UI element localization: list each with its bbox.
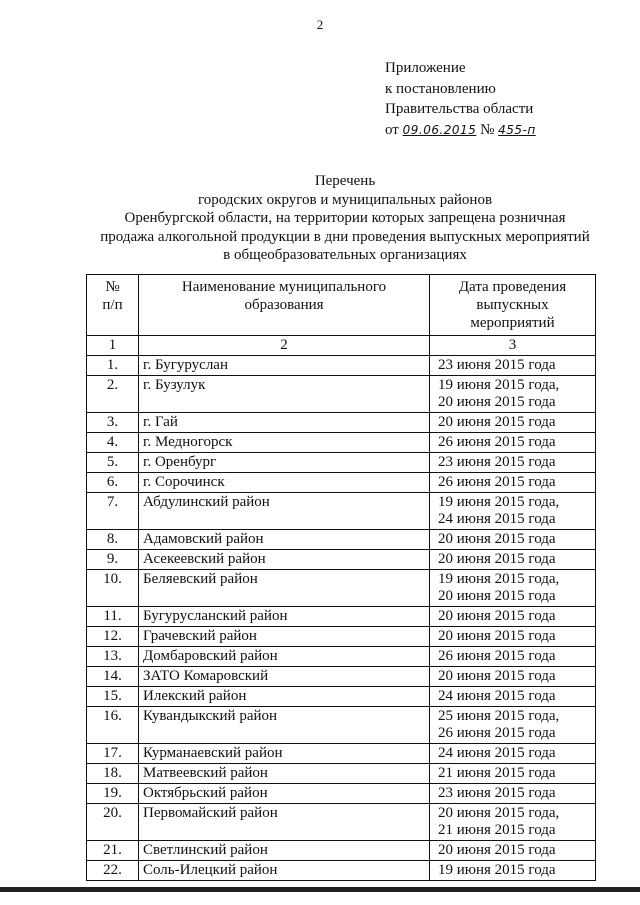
header-name-line-2: образования — [244, 297, 324, 313]
table-row — [87, 804, 596, 841]
municipality-name: Абдулинский район — [139, 493, 430, 530]
event-date: 20 июня 2015 года — [438, 668, 556, 684]
row-number: 18. — [87, 764, 139, 784]
event-dates — [430, 530, 596, 550]
row-number: 2. — [87, 376, 139, 413]
table-row — [87, 493, 596, 530]
municipality-name: Соль-Илецкий район — [139, 861, 430, 881]
event-dates — [430, 861, 596, 881]
row-number: 4. — [87, 433, 139, 453]
appendix-line-3: Правительства области — [385, 101, 534, 117]
table-row — [87, 570, 596, 607]
row-number: 21. — [87, 841, 139, 861]
table-row — [87, 607, 596, 627]
number-label: № — [480, 121, 495, 138]
municipality-name: г. Оренбург — [139, 453, 430, 473]
row-number: 13. — [87, 647, 139, 667]
page-number: 2 — [316, 17, 324, 32]
title-line-4: продажа алкогольной продукции в дни проведения выпускных мероприятий — [100, 228, 590, 245]
event-date: 26 июня 2015 года — [438, 725, 556, 741]
from-label: от — [385, 121, 399, 138]
event-date: 20 июня 2015 года — [438, 551, 556, 567]
event-dates — [430, 356, 596, 376]
event-dates — [430, 607, 596, 627]
municipality-name: Курманаевский район — [139, 744, 430, 764]
event-date: 20 июня 2015 года — [438, 608, 556, 624]
title-line-5: в общеобразовательных организациях — [223, 247, 467, 263]
table-row — [87, 744, 596, 764]
municipality-name: Октябрьский район — [139, 784, 430, 804]
municipality-name: г. Гай — [139, 413, 430, 433]
row-number: 3. — [87, 413, 139, 433]
event-dates — [430, 764, 596, 784]
header-date-line-1: Дата проведения — [458, 279, 567, 295]
row-number: 12. — [87, 627, 139, 647]
header-number — [87, 275, 139, 336]
event-date: 25 июня 2015 года, — [438, 708, 560, 724]
event-dates — [430, 841, 596, 861]
event-dates — [430, 744, 596, 764]
event-dates — [430, 627, 596, 647]
districts-table — [86, 274, 596, 881]
event-date: 24 июня 2015 года — [438, 745, 556, 761]
event-dates — [430, 473, 596, 493]
municipality-name: ЗАТО Комаровский — [139, 667, 430, 687]
document-title — [70, 172, 620, 265]
municipality-name: Первомайский район — [139, 804, 430, 841]
municipality-name: Асекеевский район — [139, 550, 430, 570]
event-dates — [430, 493, 596, 530]
event-dates — [430, 550, 596, 570]
table-row — [87, 376, 596, 413]
event-dates — [430, 804, 596, 841]
table-row — [87, 473, 596, 493]
header-date — [430, 275, 596, 336]
column-index: 3 — [430, 336, 596, 356]
event-date: 24 июня 2015 года — [438, 688, 556, 704]
event-date: 20 июня 2015 года — [438, 628, 556, 644]
event-date: 20 июня 2015 года — [438, 394, 556, 410]
event-dates — [430, 413, 596, 433]
row-number: 14. — [87, 667, 139, 687]
event-date: 24 июня 2015 года — [438, 511, 556, 527]
row-number: 8. — [87, 530, 139, 550]
event-dates — [430, 687, 596, 707]
row-number: 10. — [87, 570, 139, 607]
header-date-line-3: мероприятий — [470, 315, 555, 331]
municipality-name: Домбаровский район — [139, 647, 430, 667]
row-number: 22. — [87, 861, 139, 881]
event-dates — [430, 667, 596, 687]
table-row — [87, 530, 596, 550]
table-row — [87, 550, 596, 570]
municipality-name: Грачевский район — [139, 627, 430, 647]
header-name — [139, 275, 430, 336]
municipality-name: Илекский район — [139, 687, 430, 707]
municipality-name: Матвеевский район — [139, 764, 430, 784]
municipality-name: г. Бузулук — [139, 376, 430, 413]
municipality-name: Кувандыкский район — [139, 707, 430, 744]
title-line-3: Оренбургской области, на территории которых запрещена розничная — [124, 210, 566, 226]
table-row — [87, 356, 596, 376]
event-date: 21 июня 2015 года — [438, 765, 556, 781]
event-date: 21 июня 2015 года — [438, 822, 556, 838]
title-line-1: Перечень — [314, 173, 376, 189]
event-date: 26 июня 2015 года — [438, 648, 556, 664]
event-date: 19 июня 2015 года, — [438, 377, 560, 393]
header-date-line-2: выпускных — [476, 297, 549, 313]
appendix-block — [385, 58, 536, 140]
header-name-line-1: Наименование муниципального — [181, 279, 387, 295]
appendix-line-2: к постановлению — [385, 80, 496, 97]
event-date: 19 июня 2015 года, — [438, 571, 560, 587]
column-index: 2 — [139, 336, 430, 356]
municipality-name: Беляевский район — [139, 570, 430, 607]
municipality-name: Светлинский район — [139, 841, 430, 861]
event-date: 20 июня 2015 года, — [438, 805, 560, 821]
event-dates — [430, 570, 596, 607]
row-number: 5. — [87, 453, 139, 473]
event-dates — [430, 433, 596, 453]
event-dates — [430, 707, 596, 744]
title-line-2: городских округов и муниципальных районов — [197, 191, 493, 208]
event-date: 26 июня 2015 года — [438, 474, 556, 490]
event-dates — [430, 453, 596, 473]
event-dates — [430, 784, 596, 804]
row-number: 16. — [87, 707, 139, 744]
event-date: 19 июня 2015 года, — [438, 494, 560, 510]
municipality-name: г. Медногорск — [139, 433, 430, 453]
table-row — [87, 667, 596, 687]
header-number-line-1: № — [105, 279, 120, 295]
row-number: 11. — [87, 607, 139, 627]
event-date: 20 июня 2015 года — [438, 531, 556, 547]
event-date: 19 июня 2015 года — [438, 862, 556, 878]
row-number: 17. — [87, 744, 139, 764]
table-row — [87, 841, 596, 861]
column-index-row — [87, 336, 596, 356]
municipality-name: г. Сорочинск — [139, 473, 430, 493]
event-dates — [430, 647, 596, 667]
table-row — [87, 687, 596, 707]
row-number: 19. — [87, 784, 139, 804]
table-row — [87, 433, 596, 453]
event-date: 20 июня 2015 года — [438, 414, 556, 430]
table-row — [87, 707, 596, 744]
event-date: 26 июня 2015 года — [438, 434, 556, 450]
municipality-name: г. Бугуруслан — [139, 356, 430, 376]
row-number: 1. — [87, 356, 139, 376]
appendix-line-1: Приложение — [385, 60, 466, 76]
event-date: 23 июня 2015 года — [438, 454, 556, 470]
row-number: 15. — [87, 687, 139, 707]
handwritten-number: 455-п — [498, 122, 536, 137]
row-number: 7. — [87, 493, 139, 530]
event-dates — [430, 376, 596, 413]
column-index: 1 — [87, 336, 139, 356]
appendix-date-line — [385, 120, 536, 141]
municipality-name: Адамовский район — [139, 530, 430, 550]
municipality-name: Бугурусланский район — [139, 607, 430, 627]
row-number: 20. — [87, 804, 139, 841]
table-row — [87, 413, 596, 433]
scan-edge-line — [0, 887, 640, 892]
table-row — [87, 764, 596, 784]
table-header-row — [87, 275, 596, 336]
handwritten-date: 09.06.2015 — [402, 122, 477, 137]
table-row — [87, 453, 596, 473]
row-number: 6. — [87, 473, 139, 493]
table-row — [87, 627, 596, 647]
event-date: 23 июня 2015 года — [438, 785, 556, 801]
event-date: 20 июня 2015 года — [438, 588, 556, 604]
table-row — [87, 647, 596, 667]
event-date: 23 июня 2015 года — [438, 357, 556, 373]
header-number-line-2: п/п — [102, 297, 123, 313]
table-row — [87, 861, 596, 881]
event-date: 20 июня 2015 года — [438, 842, 556, 858]
row-number: 9. — [87, 550, 139, 570]
table-row — [87, 784, 596, 804]
